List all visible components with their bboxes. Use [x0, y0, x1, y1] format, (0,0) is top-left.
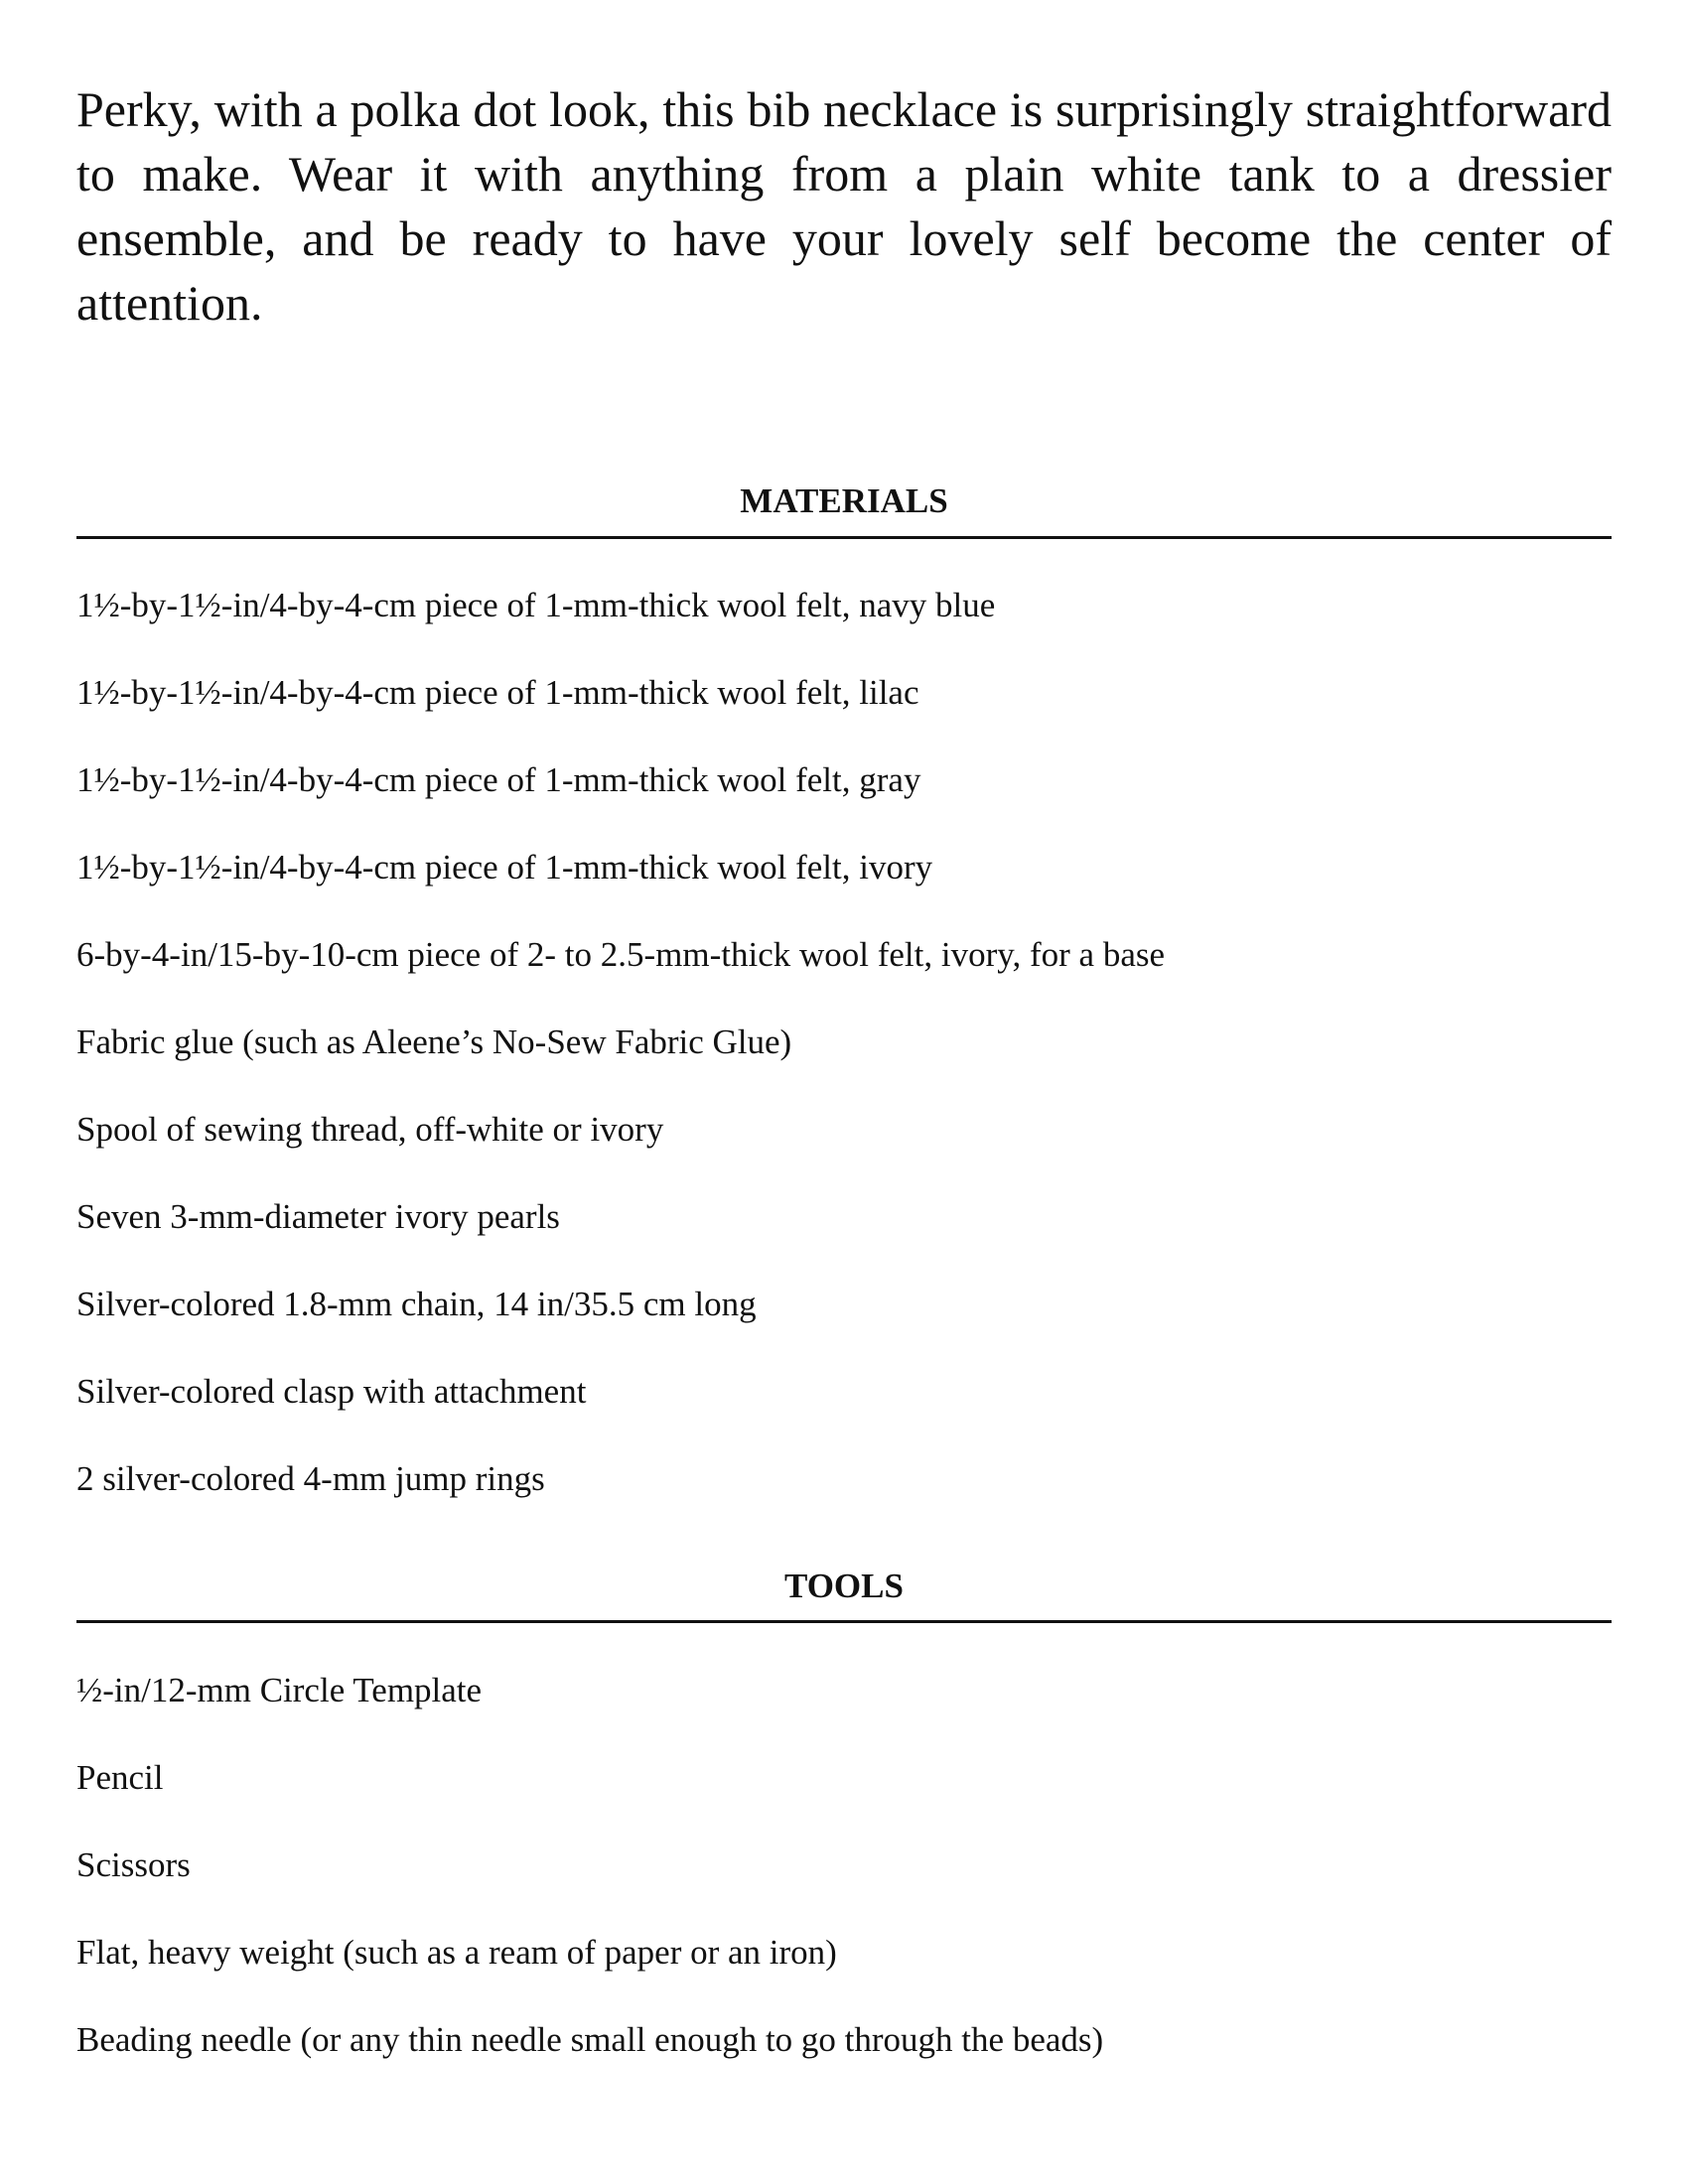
tool-item: Beading needle (or any thin needle small enough to go through the beads) — [76, 2020, 1104, 2059]
material-item: Silver-colored clasp with attachment — [76, 1372, 587, 1411]
material-item: Fabric glue (such as Aleene’s No-Sew Fabric Glue) — [76, 1023, 792, 1061]
material-item: Seven 3-mm-diameter ivory pearls — [76, 1197, 560, 1236]
tools-heading: TOOLS — [784, 1567, 904, 1605]
material-item: 1½-by-1½-in/4-by-4-cm piece of 1-mm-thick wool felt, lilac — [76, 673, 919, 712]
material-item: 2 silver-colored 4-mm jump rings — [76, 1459, 545, 1498]
tools-divider — [76, 1620, 1612, 1623]
material-item: 1½-by-1½-in/4-by-4-cm piece of 1-mm-thick wool felt, ivory — [76, 848, 933, 887]
tool-item: ½-in/12-mm Circle Template — [76, 1671, 483, 1709]
material-item: 1½-by-1½-in/4-by-4-cm piece of 1-mm-thick wool felt, navy blue — [76, 586, 996, 624]
tools-list — [76, 1671, 1612, 2108]
material-item: 1½-by-1½-in/4-by-4-cm piece of 1-mm-thick wool felt, gray — [76, 760, 921, 799]
materials-list — [76, 586, 1612, 1547]
tool-item: Flat, heavy weight (such as a ream of paper or an iron) — [76, 1933, 837, 1972]
material-item: Spool of sewing thread, off-white or ivory — [76, 1110, 664, 1149]
tool-item: Scissors — [76, 1845, 191, 1884]
material-item: Silver-colored 1.8-mm chain, 14 in/35.5 cm long — [76, 1285, 757, 1323]
page-content — [76, 0, 1612, 2184]
material-item: 6-by-4-in/15-by-10-cm piece of 2- to 2.5-mm-thick wool felt, ivory, for a base — [76, 935, 1166, 974]
materials-divider — [76, 536, 1612, 539]
tool-item: Pencil — [76, 1758, 164, 1797]
materials-heading: MATERIALS — [740, 481, 948, 520]
intro-paragraph: Perky, with a polka dot look, this bib necklace is surprisingly straightforward to make. Wear it with anything from a plain white tank to a dressier ensemble, and be ready to have your lovely self become the center of attention. — [76, 81, 1612, 331]
